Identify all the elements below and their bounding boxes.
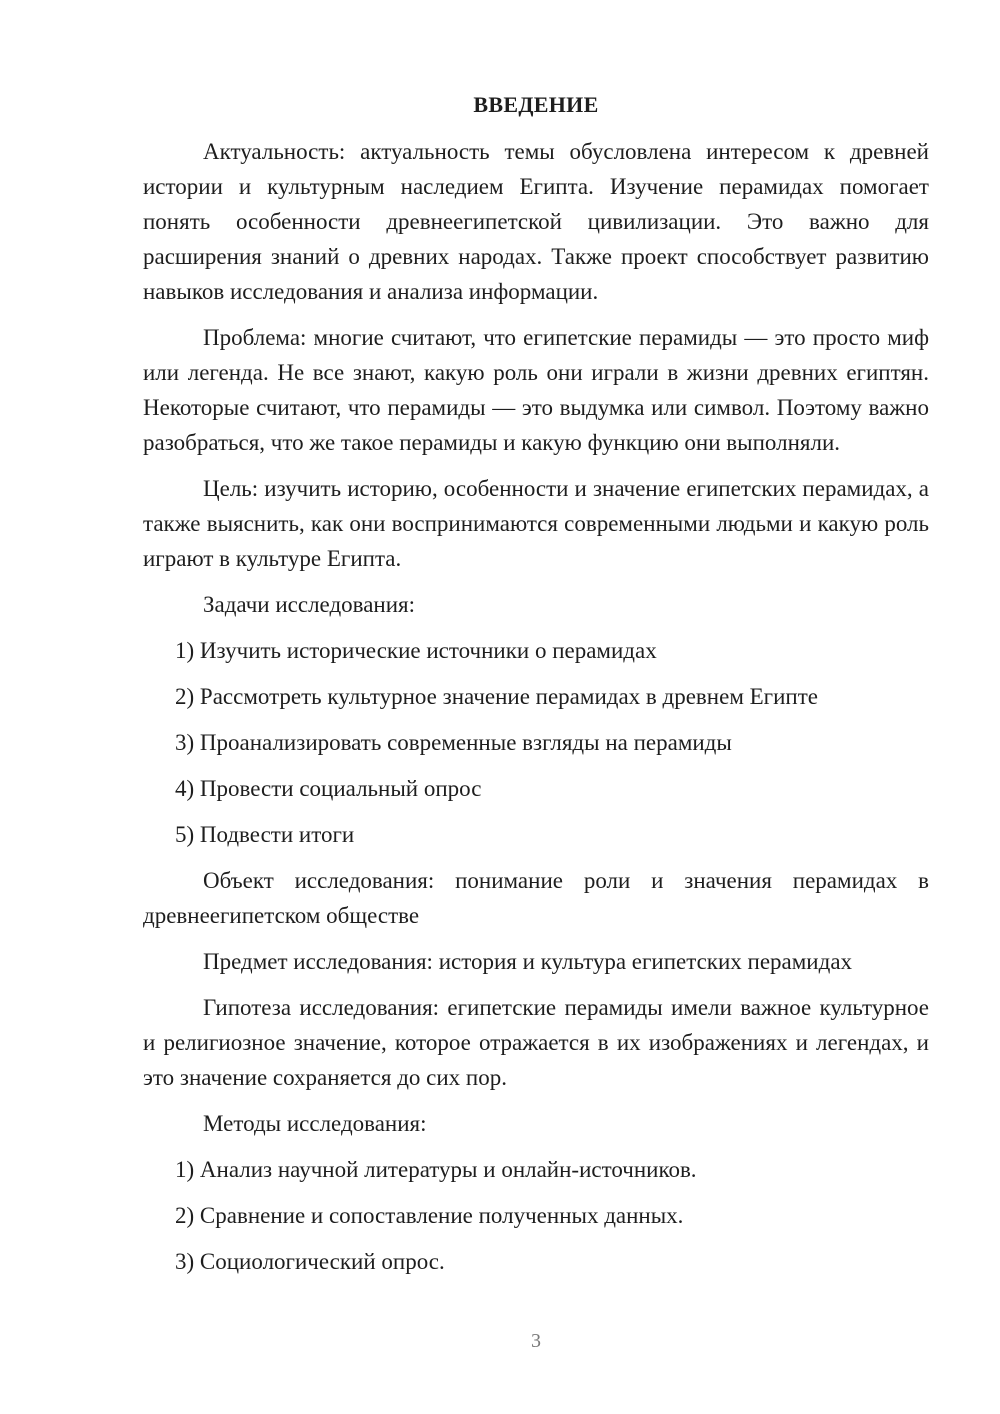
goal-paragraph: Цель: изучить историю, особенности и значение египетских перамидах, а также выяснить, как они воспринимаются современными людьми и какую роль играют в культуре Египта. (143, 476, 929, 571)
relevance-paragraph: Актуальность: актуальность темы обусловлена интересом к древней истории и культурным наследием Египта. Изучение перамидах помогает понять особенности древнеегипетской цивилизации. Это важно для расширения знаний о древних народах. Также проект способствует развитию навыков исследования и анализа информации. (143, 139, 929, 304)
hypothesis-paragraph: Гипотеза исследования: египетские перамиды имели важное культурное и религиозное значение, которое отражается в их изображениях и легендах, и это значение сохраняется до сих пор. (143, 995, 929, 1090)
method-item: 3) Социологический опрос. (175, 1249, 445, 1274)
tasks-heading: Задачи исследования: (203, 592, 416, 617)
task-item: 4) Провести социальный опрос (175, 776, 482, 801)
method-item: 1) Анализ научной литературы и онлайн-источников. (175, 1157, 697, 1182)
task-item: 1) Изучить исторические источники о перамидах (175, 638, 657, 663)
document-body (143, 90, 929, 1290)
subject-paragraph: Предмет исследования: история и культура египетских перамидах (203, 949, 853, 974)
object-paragraph: Объект исследования: понимание роли и значения перамидах в древнеегипетском обществе (143, 868, 929, 928)
task-item: 3) Проанализировать современные взгляды на перамиды (175, 730, 732, 755)
method-item: 2) Сравнение и сопоставление полученных данных. (175, 1203, 684, 1228)
section-title: ВВЕДЕНИЕ (473, 92, 599, 117)
task-item: 2) Рассмотреть культурное значение перамидах в древнем Египте (175, 684, 818, 709)
methods-heading: Методы исследования: (203, 1111, 427, 1136)
task-item: 5) Подвести итоги (175, 822, 355, 847)
problem-paragraph: Проблема: многие считают, что египетские перамиды — это просто миф или легенда. Не все знают, какую роль они играли в жизни древних египтян. Некоторые считают, что перамиды — это выдумка или символ. Поэтому важно разобраться, что же такое перамиды и какую функцию они выполняли. (143, 325, 929, 455)
page-number: 3 (531, 1330, 541, 1352)
